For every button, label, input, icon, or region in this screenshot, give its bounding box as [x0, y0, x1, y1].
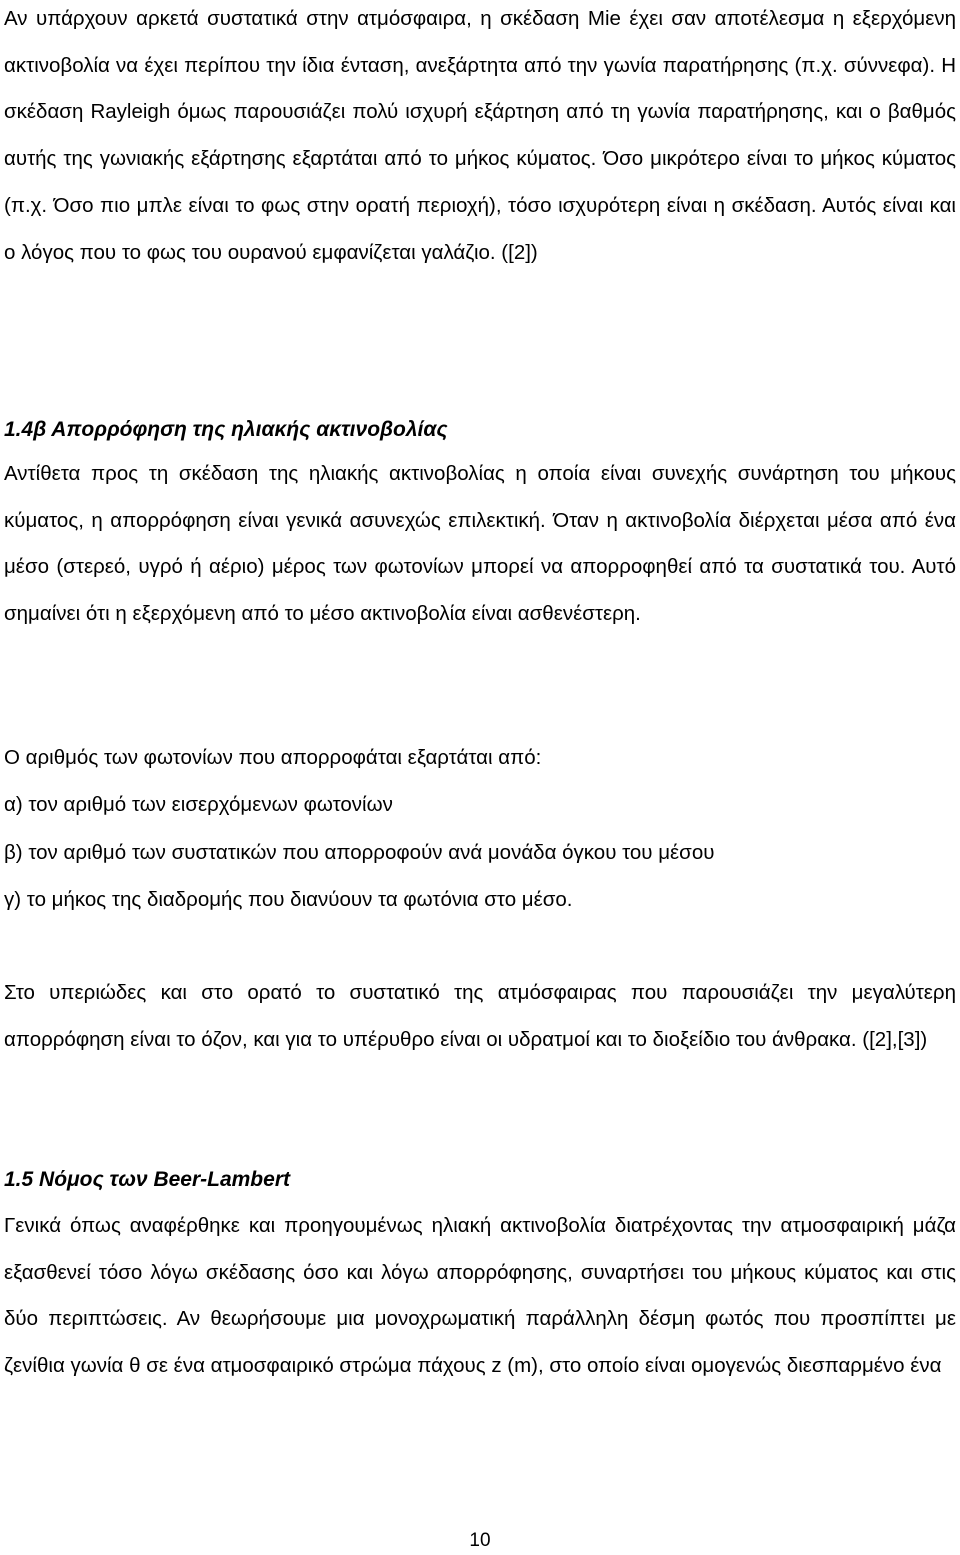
list-item: α) τον αριθμό των εισερχόμενων φωτονίων: [4, 793, 393, 816]
paragraph-scattering: Αν υπάρχουν αρκετά συστατικά στην ατμόσφαιρα, η σκέδαση Mie έχει σαν αποτέλεσμα η εξερχόμενη ακτινοβολία να έχει περίπου την ίδια ένταση, ανεξάρτητα από την γωνία παρατήρησης (π.χ. σύννεφα). Η σκέδαση Rayleigh όμως παρουσιάζει πολύ ισχυρή εξάρτηση από τη γωνία παρατήρησης, και ο βαθμός αυτής της γωνιακής εξάρτησης εξαρτάται από το μήκος κύματος. Όσο μικρότερο είναι το μήκος κύματος (π.χ. Όσο πιο μπλε είναι το φως στην ορατή περιοχή), τόσο ισχυρότερη είναι η σκέδαση. Αυτός είναι και ο λόγος που το φως του ουρανού εμφανίζεται γαλάζιο. ([2]): [4, 7, 956, 264]
page-number: 10: [469, 1530, 491, 1551]
section-heading-absorption: 1.4β Απορρόφηση της ηλιακής ακτινοβολίας: [4, 418, 448, 441]
paragraph-absorption: Αντίθετα προς τη σκέδαση της ηλιακής ακτινοβολίας η οποία είναι συνεχής συνάρτηση του μήκους κύματος, η απορρόφηση είναι γενικά ασυνεχώς επιλεκτική. Όταν η ακτινοβολία διέρχεται μέσα από ένα μέσο (στερεό, υγρό ή αέριο) μέρος των φωτονίων μπορεί να απορροφηθεί από τα συστατικά του. Αυτό σημαίνει ότι η εξερχόμενη από το μέσο ακτινοβολία είναι ασθενέστερη.: [4, 462, 956, 626]
list-intro: Ο αριθμός των φωτονίων που απορροφάται εξαρτάται από:: [4, 746, 542, 769]
paragraph-ozone: Στο υπεριώδες και στο ορατό το συστατικό της ατμόσφαιρας που παρουσιάζει την μεγαλύτερη απορρόφηση είναι το όζον, και για το υπέρυθρο είναι οι υδρατμοί και το διοξείδιο του άνθρακα. ([2],[3]): [4, 981, 956, 1051]
section-heading-beer-lambert: 1.5 Νόμος των Beer-Lambert: [4, 1168, 290, 1191]
list-item: β) τον αριθμό των συστατικών που απορροφούν ανά μονάδα όγκου του μέσου: [4, 841, 715, 864]
paragraph-beer-lambert: Γενικά όπως αναφέρθηκε και προηγουμένως ηλιακή ακτινοβολία διατρέχοντας την ατμοσφαιρική μάζα εξασθενεί τόσο λόγω σκέδασης όσο και λόγω απορρόφησης, συναρτήσει του μήκους κύματος και στις δύο περιπτώσεις. Αν θεωρήσουμε μια μονοχρωματική παράλληλη δέσμη φωτός που προσπίπτει με ζενίθια γωνία θ σε ένα ατμοσφαιρικό στρώμα πάχους z (m), στο οποίο είναι ομογενώς διεσπαρμένο ένα: [4, 1214, 956, 1378]
list-item: γ) το μήκος της διαδρομής που διανύουν τα φωτόνια στο μέσο.: [4, 888, 573, 911]
